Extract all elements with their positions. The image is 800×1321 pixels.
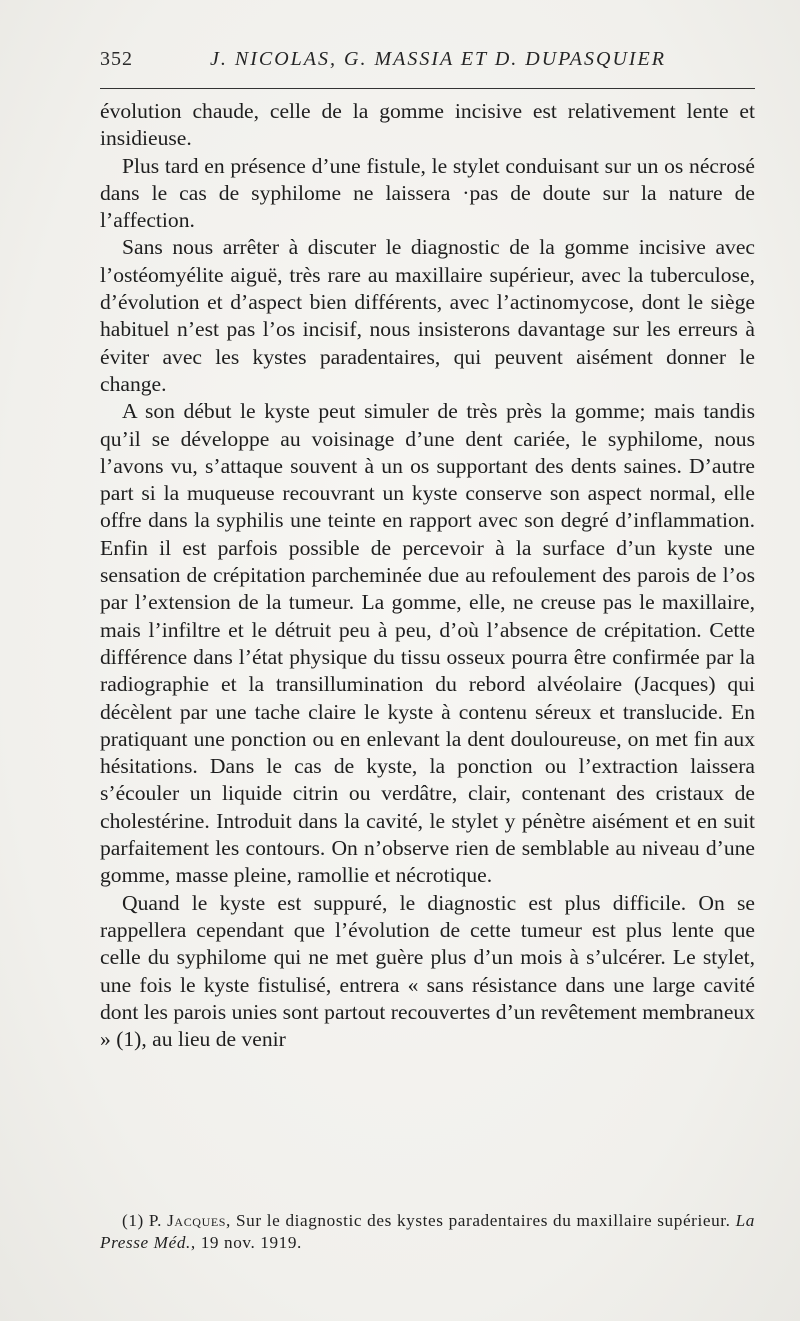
running-head: J. NICOLAS, G. MASSIA ET D. DUPASQUIER <box>210 48 666 70</box>
footnote-date: , 19 nov. 1919. <box>190 1233 302 1252</box>
footnote-title: , Sur le diagnostic des kystes paradentaires du maxillaire supérieur. <box>226 1211 736 1230</box>
footnote-text <box>100 1210 755 1254</box>
paragraph-4: A son début le kyste peut simuler de très près la gomme; mais tandis qu’il se développe au voisinage d’une dent cariée, le syphilome, nous l’avons vu, s’attaque souvent à un os supportant des dents saines. D’autre part si la muqueuse recouvrant un kyste conserve son aspect normal, elle offre dans la syphilis une teinte en rapport avec son degré d’inflammation. Enfin il est parfois possible de percevoir à la surface d’un kyste une sensation de crépitation parcheminée due au refoulement des parois de l’os par l’extension de la tumeur. La gomme, elle, ne creuse pas le maxillaire, mais l’infiltre et le détruit peu à peu, d’où l’absence de crépitation. Cette différence dans l’état physique du tissu osseux pourra être confirmée par la radiographie et la transillumination du rebord alvéolaire (Jacques) qui décèlent par une tache claire le kyste à contenu séreux et translucide. En pratiquant une ponction ou en enlevant la dent douloureuse, on met fin aux hésitations. Dans le cas de kyste, la ponction ou l’extraction laissera s’écouler un liquide citrin ou verdâtre, clair, contenant des cristaux de cholestérine. Introduit dans la cavité, le stylet y pénètre aisément et en suit parfaitement les contours. On n’observe rien de semblable au niveau d’une gomme, masse pleine, ramollie et nécrotique. <box>100 399 755 888</box>
body-text <box>100 98 755 1053</box>
paragraph-1: évolution chaude, celle de la gomme incisive est relativement lente et insidieuse. <box>100 99 755 151</box>
footnote-journal: La Presse Méd. <box>100 1211 755 1252</box>
footnote <box>100 1210 755 1254</box>
page-number: 352 <box>100 48 133 70</box>
paragraph-5: Quand le kyste est suppuré, le diagnostic est plus difficile. On se rappellera cependant que l’évolution de cette tumeur est plus lente que celle du syphilome qui ne met guère plus d’un mois à s’ulcérer. Le stylet, une fois le kyste fistulisé, entrera « sans résistance dans une large cavité dont les parois unies sont partout recouvertes d’un revêtement membraneux » (1), au lieu de venir <box>100 890 755 1052</box>
footnote-marker: (1) <box>122 1211 144 1230</box>
page-header <box>100 48 755 80</box>
footnote-author: P. Jacques <box>148 1211 227 1230</box>
header-rule <box>100 88 755 89</box>
paragraph-3: Sans nous arrêter à discuter le diagnostic de la gomme incisive avec l’ostéomyélite aiguë, très rare au maxillaire supérieur, avec la tuberculose, d’évolution et d’aspect bien différents, avec l’actinomycose, dont le siège habituel n’est pas l’os incisif, nous insisterons davantage sur les erreurs à éviter avec les kystes paradentaires, qui peuvent aisément donner le change. <box>100 235 755 396</box>
paragraph-2: Plus tard en présence d’une fistule, le stylet conduisant sur un os nécrosé dans le cas de syphilome ne laissera ·pas de doute sur la nature de l’affection. <box>100 153 755 233</box>
